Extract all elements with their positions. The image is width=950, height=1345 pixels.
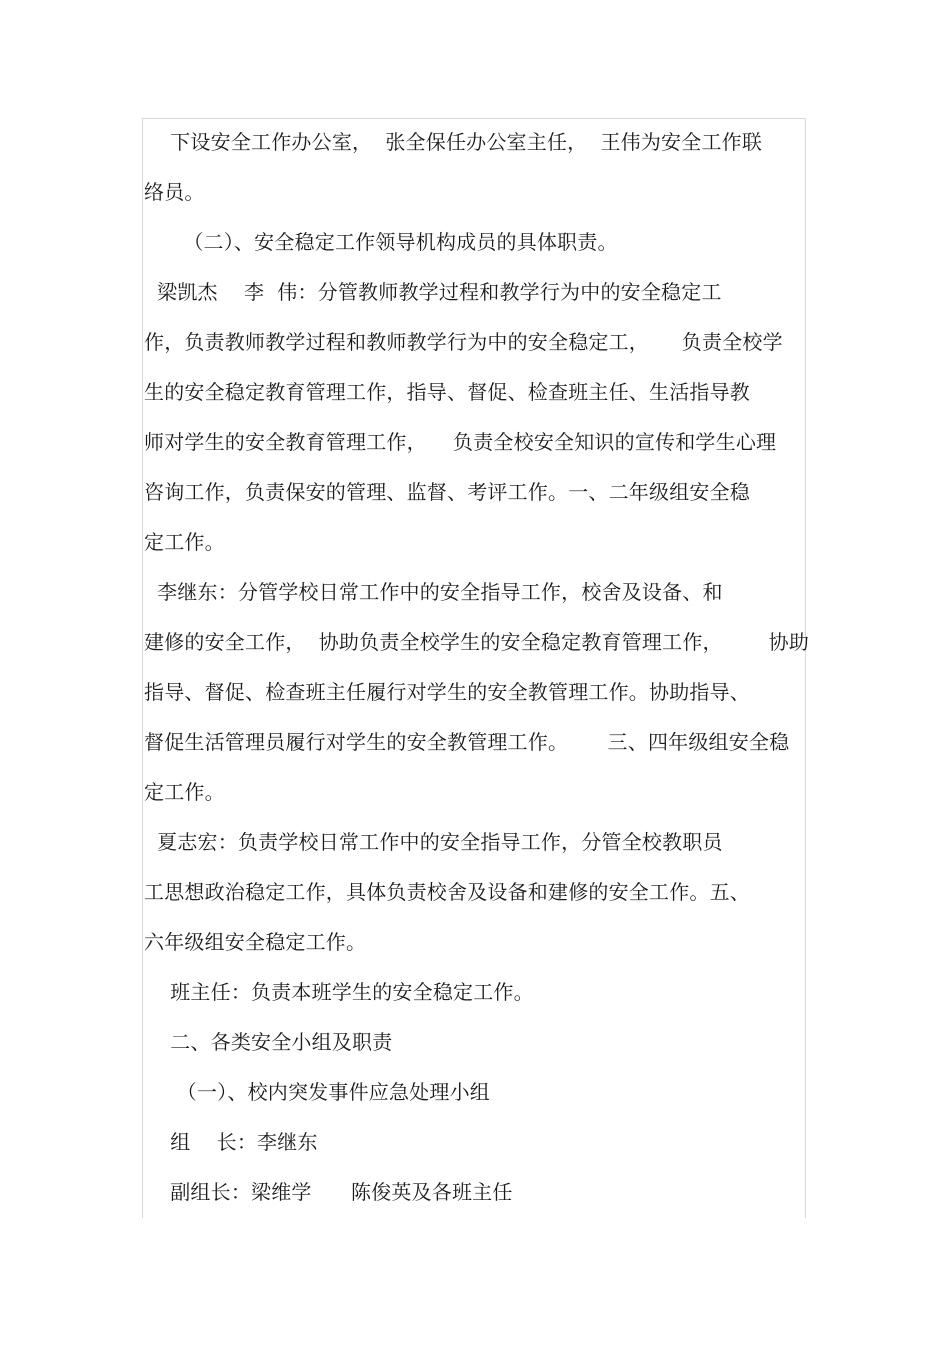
text-line: 副组长：梁维学 陈俊英及各班主任: [144, 1180, 513, 1204]
section-heading: 二、各类安全小组及职责: [144, 1030, 393, 1054]
text-line: 定工作。: [144, 530, 225, 554]
text-line: 梁凯杰 李 伟：分管教师教学过程和教学行为中的安全稳定工: [144, 280, 722, 304]
text-line: 师对学生的安全教育管理工作， 负责全校安全知识的宣传和学生心理: [144, 430, 777, 454]
text-line: 作，负责教师教学过程和教师教学行为中的安全稳定工， 负责全校学: [144, 330, 783, 354]
text-line: 六年级组安全稳定工作。: [144, 930, 367, 954]
text-line: 咨询工作，负责保安的管理、监督、考评工作。一、二年级组安全稳: [144, 480, 750, 504]
text-line: 督促生活管理员履行对学生的安全教管理工作。 三、四年级组安全稳: [144, 730, 790, 754]
text-line: 络员。: [144, 180, 205, 204]
text-line: 指导、督促、检查班主任履行对学生的安全教管理工作。协助指导、: [144, 680, 750, 704]
text-line: 定工作。: [144, 780, 225, 804]
text-line: 生的安全稳定教育管理工作，指导、督促、检查班主任、生活指导教: [144, 380, 750, 404]
text-line: 班主任：负责本班学生的安全稳定工作。: [144, 980, 534, 1004]
text-line: 李继东：分管学校日常工作中的安全指导工作，校舍及设备、和: [144, 580, 723, 604]
text-line: 组 长：李继东: [144, 1130, 318, 1154]
text-line: 建修的安全工作， 协助负责全校学生的安全稳定教育管理工作， 协助: [144, 630, 810, 654]
subsection-heading: （一）、校内突发事件应急处理小组: [144, 1080, 490, 1104]
text-line: 夏志宏：负责学校日常工作中的安全指导工作，分管全校教职员: [144, 830, 723, 854]
section-heading: （二）、安全稳定工作领导机构成员的具体职责。: [144, 230, 618, 254]
text-line: 工思想政治稳定工作，具体负责校舍及设备和建修的安全工作。五、: [144, 880, 750, 904]
text-line: 下设安全工作办公室， 张全保任办公室主任， 王伟为安全工作联: [144, 130, 763, 154]
